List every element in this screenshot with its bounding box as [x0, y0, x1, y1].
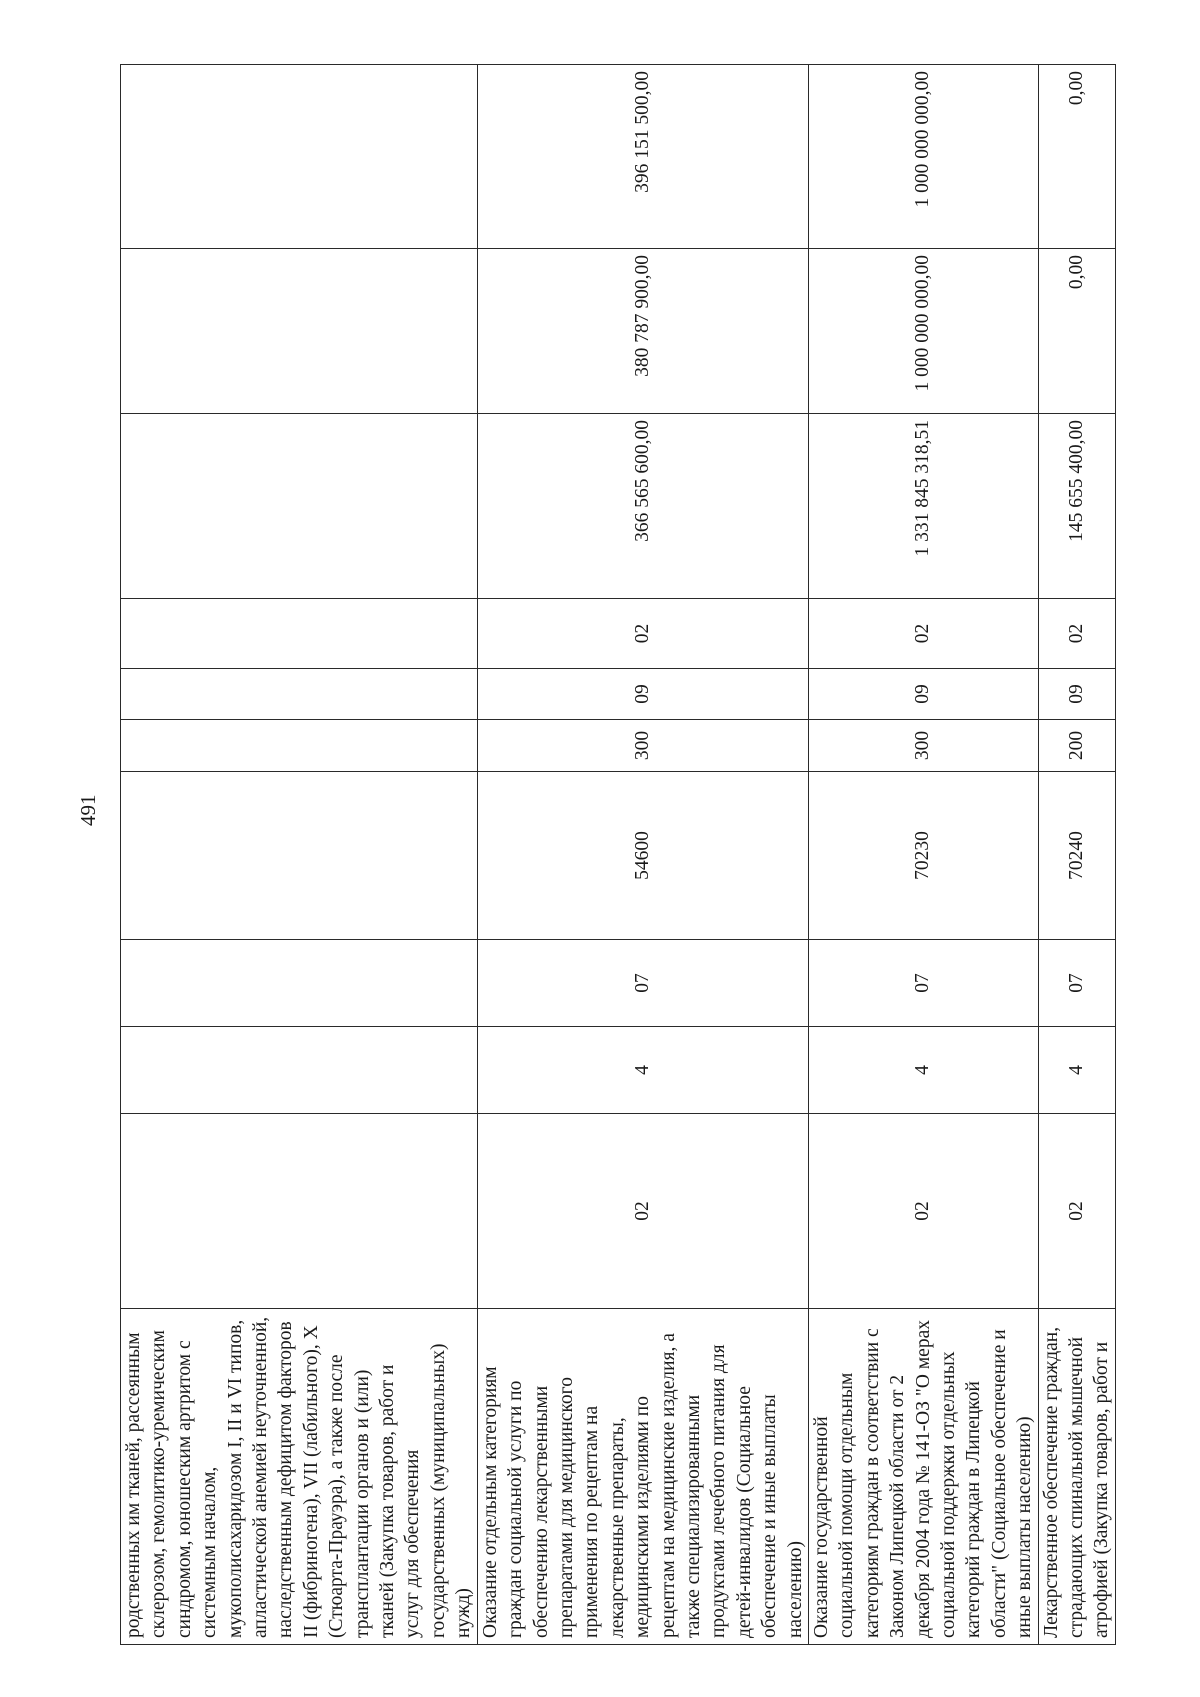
amount-cell: 1 000 000 000,00: [808, 65, 1038, 249]
code-cell: 07: [477, 940, 808, 1027]
table-row: [121, 65, 478, 1645]
code-cell: 70240: [1038, 772, 1115, 940]
code-cell: 02: [1038, 1114, 1115, 1309]
code-cell: 02: [477, 1114, 808, 1309]
code-cell: 07: [808, 940, 1038, 1027]
row-description: Лекарственное обеспечение граждан, страдающих спинальной мышечной атрофией (Закупка товаров, работ и: [1038, 1309, 1115, 1645]
code-cell: 02: [1038, 599, 1115, 669]
code-cell: [121, 1027, 478, 1114]
code-cell: 02: [808, 1114, 1038, 1309]
table-row: [477, 65, 808, 1645]
code-cell: 54600: [477, 772, 808, 940]
amount-cell: [121, 65, 478, 249]
amount-cell: 1 331 845 318,51: [808, 414, 1038, 599]
amount-cell: 0,00: [1038, 65, 1115, 249]
rotated-table-container: [120, 65, 1113, 1645]
code-cell: 02: [808, 599, 1038, 669]
row-description: Оказание отдельным категориям граждан социальной услуги по обеспечению лекарственными препаратами для медицинского применения по рецептам на лекарственные препараты, медицинскими изделиями по рецептам на медицинские изделия, а также специализированными продуктами лечебного питания для детей-инвалидов (Социальное обеспечение и иные выплаты населению): [477, 1309, 808, 1645]
code-cell: 70230: [808, 772, 1038, 940]
code-cell: 07: [1038, 940, 1115, 1027]
code-cell: 4: [477, 1027, 808, 1114]
code-cell: 02: [477, 599, 808, 669]
amount-cell: 1 000 000 000,00: [808, 249, 1038, 414]
table-row: [1038, 65, 1115, 1645]
table-row: [808, 65, 1038, 1645]
code-cell: 300: [477, 720, 808, 772]
row-description: Оказание государственной социальной помощи отдельным категориям граждан в соответствии с Законом Липецкой области от 2 декабря 2004 года № 141-ОЗ "О мерах социальной поддержки отдельных категорий граждан в Липецкой области" (Социальное обеспечение и иные выплаты населению): [808, 1309, 1038, 1645]
code-cell: [121, 720, 478, 772]
page-number: 491: [76, 794, 100, 826]
code-cell: [121, 940, 478, 1027]
code-cell: 300: [808, 720, 1038, 772]
amount-cell: [121, 249, 478, 414]
code-cell: 09: [1038, 669, 1115, 720]
amount-cell: 145 655 400,00: [1038, 414, 1115, 599]
code-cell: [121, 599, 478, 669]
code-cell: 09: [477, 669, 808, 720]
code-cell: 4: [1038, 1027, 1115, 1114]
code-cell: 200: [1038, 720, 1115, 772]
code-cell: [121, 772, 478, 940]
code-cell: [121, 1114, 478, 1309]
amount-cell: 380 787 900,00: [477, 249, 808, 414]
amount-cell: 0,00: [1038, 249, 1115, 414]
code-cell: [121, 669, 478, 720]
row-description: родственных им тканей, рассеянным склерозом, гемолитико-уремическим синдромом, юношеским артритом с системным началом, мукополисахаридозом I, II и VI типов, апластической анемией неуточненной, наследственным дефицитом факторов II (фибриногена), VII (лабильного), X (Стюарта-Прауэра), а также после трансплантации органов и (или) тканей (Закупка товаров, работ и услуг для обеспечения государственных (муниципальных) нужд): [121, 1309, 478, 1645]
budget-table: [120, 64, 1116, 1645]
amount-cell: 396 151 500,00: [477, 65, 808, 249]
amount-cell: [121, 414, 478, 599]
amount-cell: 366 565 600,00: [477, 414, 808, 599]
code-cell: 4: [808, 1027, 1038, 1114]
code-cell: 09: [808, 669, 1038, 720]
